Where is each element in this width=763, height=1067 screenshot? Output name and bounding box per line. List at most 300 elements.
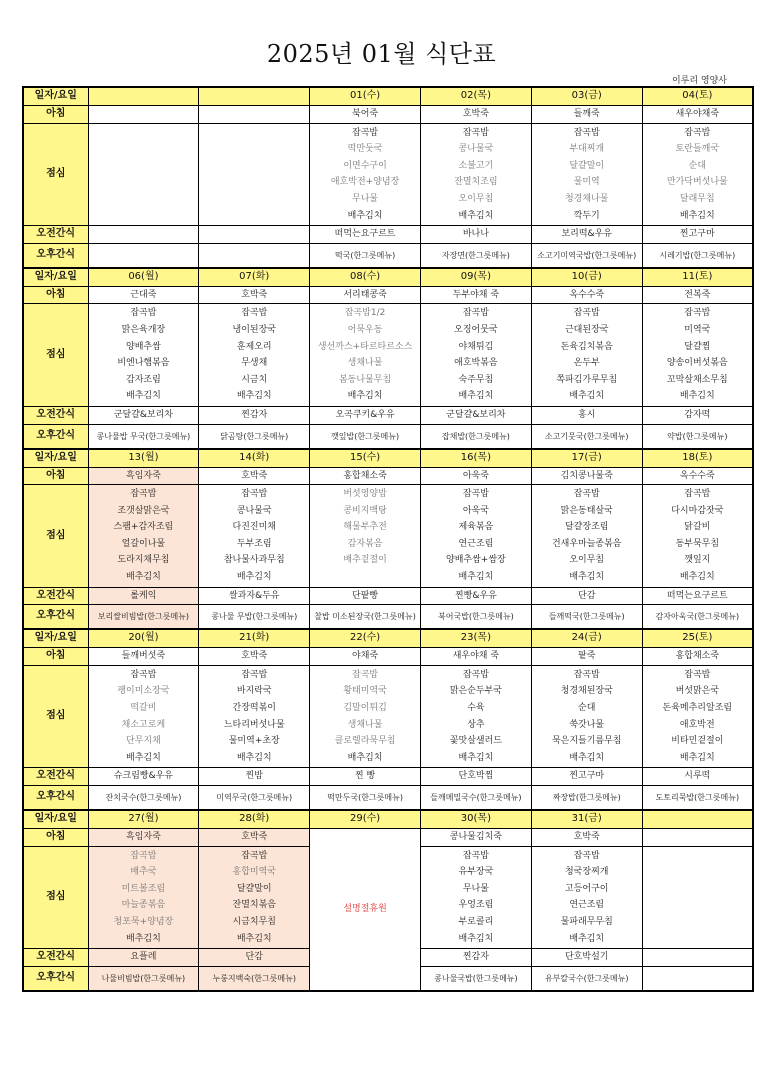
lunch-item: 버섯맑은국: [675, 686, 720, 697]
lunch-item: 배추김치: [569, 391, 605, 402]
day-header: 03(금): [531, 87, 642, 106]
lunch-item: 연근조림: [458, 538, 494, 549]
lunch-item: 비엔나햄볶음: [117, 358, 170, 369]
lunch-item: 잡곡밥: [241, 308, 268, 319]
pm-snack-cell: 나물비빔밥(한그릇메뉴): [88, 966, 199, 991]
lunch-item: 다시마감잣국: [671, 505, 724, 516]
am-snack-cell: 단호박설기: [531, 949, 642, 967]
am-snack-cell: 요플레: [88, 949, 199, 967]
day-header: 08(수): [310, 268, 421, 287]
am-snack-cell: 롤케익: [88, 587, 199, 605]
lunch-item: [89, 208, 199, 225]
lunch-item: 채소고로케: [121, 719, 166, 730]
lunch-cell: [199, 304, 310, 407]
day-header: 01(수): [310, 87, 421, 106]
pm-snack-cell: 북어국밥(한그릇메뉴): [420, 605, 531, 630]
lunch-item: 어묵우동: [347, 324, 383, 335]
lunch-cell: [642, 123, 753, 226]
lunch-cell: [420, 846, 531, 949]
lunch-item: 배추김치: [458, 572, 494, 583]
lunch-item: 건새우마늘종볶음: [551, 538, 622, 549]
lunch-cell: [88, 485, 199, 588]
lunch-item: 잡곡밥: [573, 127, 600, 138]
lunch-item: 잡곡밥: [573, 850, 600, 861]
pm-snack-cell: [642, 966, 753, 991]
lunch-item: 양배추쌈: [126, 341, 161, 352]
lunch-item: 동부묵무침: [675, 538, 720, 549]
day-header: 31(금): [531, 810, 642, 829]
breakfast-cell: 호박죽: [199, 648, 310, 666]
pm-snack-cell: 누룽지백숙(한그릇메뉴): [199, 966, 310, 991]
lunch-item: 잡곡밥: [684, 489, 711, 500]
day-header: 24(금): [531, 629, 642, 648]
am-snack-cell: 찐밤: [199, 768, 310, 786]
pm-snack-cell: 찰밥 미소된장국(한그릇메뉴): [310, 605, 421, 630]
lunch-item: 배추김치: [236, 933, 272, 944]
lunch-item: 야채튀김: [458, 341, 494, 352]
lunch-cell: [420, 304, 531, 407]
lunch-item: 잔멸치조림: [454, 177, 498, 188]
day-header: 23(목): [420, 629, 531, 648]
breakfast-cell: [88, 106, 199, 124]
breakfast-label: 아침: [23, 467, 88, 485]
lunch-item: 잡곡밥: [573, 308, 600, 319]
lunch-cell: [420, 123, 531, 226]
lunch-cell: [88, 123, 199, 226]
lunch-item: [643, 897, 752, 914]
breakfast-cell: 콩나물김치죽: [420, 829, 531, 847]
lunch-item: 배추김치: [126, 752, 161, 763]
pm-snack-cell: 깻잎밥(한그릇메뉴): [310, 424, 421, 449]
lunch-item: 애호박전+양념장: [330, 177, 400, 188]
day-header: 14(화): [199, 449, 310, 468]
lunch-item: 순대: [578, 703, 596, 714]
pm-snack-cell: [199, 243, 310, 268]
lunch-item: 배추김치: [569, 752, 605, 763]
lunch-item: 배추김치: [569, 572, 605, 583]
breakfast-row: [23, 829, 753, 847]
lunch-item: 닭갈비: [684, 522, 711, 533]
lunch-item: 콩나물국: [236, 505, 272, 516]
am-snack-cell: 단감: [199, 949, 310, 967]
breakfast-cell: 새우야채죽: [642, 106, 753, 124]
am-snack-cell: 오곡쿠키&우유: [310, 406, 421, 424]
lunch-row: [23, 304, 753, 407]
lunch-item: 배추김치: [679, 752, 715, 763]
lunch-item: 제육볶음: [458, 522, 494, 533]
lunch-cell: [531, 485, 642, 588]
day-header: 28(화): [199, 810, 310, 829]
lunch-item: 배추김치: [458, 933, 494, 944]
lunch-item: 꽃맛살샐러드: [449, 736, 502, 747]
breakfast-label: 아침: [23, 648, 88, 666]
lunch-item: 청경채나물: [564, 193, 609, 204]
date-label: 일자/요일: [23, 629, 88, 648]
lunch-item: 떡갈비: [130, 703, 157, 714]
date-row: [23, 810, 753, 829]
date-label: 일자/요일: [23, 268, 88, 287]
day-header: 15(수): [310, 449, 421, 468]
lunch-item: [89, 174, 199, 191]
lunch-item: 묵은지들기름무침: [551, 736, 622, 747]
lunch-item: 오이무침: [458, 193, 494, 204]
lunch-item: 깍두기: [573, 210, 600, 221]
lunch-cell: [199, 485, 310, 588]
lunch-item: 달래무침: [679, 193, 715, 204]
day-header: 25(토): [642, 629, 753, 648]
date-label: 일자/요일: [23, 810, 88, 829]
lunch-item: 도라지채무침: [117, 555, 170, 566]
lunch-item: 양송이버섯볶음: [666, 358, 728, 369]
breakfast-cell: 들깨죽: [531, 106, 642, 124]
lunch-item: 잡곡밥: [684, 669, 711, 680]
pm-snack-label: 오후간식: [23, 786, 88, 811]
pm-snack-cell: 유부칼국수(한그릇메뉴): [531, 966, 642, 991]
lunch-item: 두부조림: [236, 538, 272, 549]
lunch-item: 꼬막살채소무침: [666, 374, 728, 385]
lunch-item: 생채나물: [347, 358, 383, 369]
lunch-item: 잡곡밥: [684, 308, 711, 319]
day-header: [199, 87, 310, 106]
lunch-item: 잡곡밥: [130, 308, 157, 319]
lunch-item: 잡곡밥: [684, 127, 711, 138]
date-row: [23, 87, 753, 106]
pm-snack-cell: 시레기밥(한그릇메뉴): [642, 243, 753, 268]
lunch-item: 무생채: [241, 358, 268, 369]
lunch-item: 콩나물국: [458, 144, 494, 155]
am-snack-cell: 찐감자: [199, 406, 310, 424]
lunch-item: 생선까스+타르타르소스: [317, 341, 413, 352]
lunch-item: 수육: [467, 703, 485, 714]
lunch-item: 배추김치: [236, 572, 272, 583]
lunch-item: 맑은육개장: [121, 324, 166, 335]
pm-snack-label: 오후간식: [23, 966, 88, 991]
lunch-item: 이면수구이: [343, 160, 387, 171]
lunch-item: 무나물: [462, 883, 489, 894]
lunch-item: [643, 881, 752, 898]
pm-snack-cell: 짜장밥(한그릇메뉴): [531, 786, 642, 811]
lunch-item: 잡곡밥: [462, 850, 489, 861]
breakfast-row: [23, 648, 753, 666]
lunch-cell: [88, 846, 199, 949]
pm-snack-row: [23, 424, 753, 449]
lunch-item: 간장떡볶이: [232, 703, 276, 714]
breakfast-cell: 호박죽: [420, 106, 531, 124]
lunch-item: 배추김치: [126, 933, 161, 944]
lunch-label: 점심: [23, 123, 88, 226]
am-snack-row: [23, 768, 753, 786]
lunch-cell: [199, 665, 310, 768]
lunch-item: 토란들깨국: [675, 144, 720, 155]
am-snack-cell: 감자떡: [642, 406, 753, 424]
breakfast-cell: 전복죽: [642, 286, 753, 304]
lunch-item: 배추김치: [679, 210, 715, 221]
lunch-item: [199, 174, 309, 191]
lunch-item: 다진진미채: [232, 522, 276, 533]
lunch-item: [89, 158, 199, 175]
lunch-item: 배추국: [130, 867, 157, 878]
lunch-item: 배추겉절이: [343, 555, 387, 566]
lunch-cell: [531, 123, 642, 226]
lunch-cell: [310, 665, 421, 768]
lunch-cell: [531, 304, 642, 407]
day-header: 20(월): [88, 629, 199, 648]
lunch-item: 배추김치: [458, 752, 494, 763]
lunch-cell: [642, 304, 753, 407]
lunch-item: 배추김치: [347, 210, 383, 221]
lunch-item: 잡곡밥: [573, 489, 600, 500]
pm-snack-cell: 약밥(한그릇메뉴): [642, 424, 753, 449]
breakfast-cell: [199, 106, 310, 124]
am-snack-label: 오전간식: [23, 226, 88, 244]
breakfast-cell: 들깨버섯죽: [88, 648, 199, 666]
lunch-item: 만가닥버섯나물: [666, 177, 728, 188]
lunch-item: 떡만둣국: [347, 144, 383, 155]
lunch-item: 배추김치: [347, 752, 383, 763]
lunch-row: [23, 123, 753, 226]
date-row: [23, 629, 753, 648]
breakfast-cell: 야채죽: [310, 648, 421, 666]
day-header: 18(토): [642, 449, 753, 468]
am-snack-cell: 찐 빵: [310, 768, 421, 786]
lunch-item: 냉이된장국: [232, 324, 276, 335]
day-header: 17(금): [531, 449, 642, 468]
am-snack-cell: 떠먹는요구르트: [642, 587, 753, 605]
lunch-item: 잡곡밥: [462, 669, 489, 680]
pm-snack-cell: 잡채밥(한그릇메뉴): [420, 424, 531, 449]
pm-snack-label: 오후간식: [23, 243, 88, 268]
am-snack-cell: 단호박찜: [420, 768, 531, 786]
am-snack-cell: [88, 226, 199, 244]
lunch-item: 물미역: [573, 177, 600, 188]
lunch-item: [199, 125, 309, 142]
lunch-item: 배추김치: [679, 572, 715, 583]
holiday-cell: 설명절휴원: [310, 829, 421, 991]
lunch-item: [199, 191, 309, 208]
lunch-item: 미역국: [684, 324, 711, 335]
lunch-label: 점심: [23, 485, 88, 588]
lunch-item: 양배추쌈+쌈장: [446, 555, 506, 566]
breakfast-cell: [642, 829, 753, 847]
lunch-item: 달걀찜: [684, 341, 711, 352]
lunch-item: [199, 208, 309, 225]
am-snack-cell: 단감: [531, 587, 642, 605]
breakfast-cell: 홍합채소죽: [642, 648, 753, 666]
am-snack-row: [23, 226, 753, 244]
breakfast-label: 아침: [23, 286, 88, 304]
lunch-item: 마늘종볶음: [121, 900, 166, 911]
pm-snack-cell: 미역무국(한그릇메뉴): [199, 786, 310, 811]
pm-snack-cell: 소고기미역국밥(한그릇메뉴): [531, 243, 642, 268]
date-label: 일자/요일: [23, 449, 88, 468]
am-snack-row: [23, 587, 753, 605]
am-snack-cell: 찐고구마: [642, 226, 753, 244]
lunch-item: 배추김치: [458, 210, 494, 221]
breakfast-cell: 근대죽: [88, 286, 199, 304]
lunch-item: 배추김치: [126, 391, 161, 402]
breakfast-row: [23, 106, 753, 124]
lunch-item: 근대된장국: [564, 324, 609, 335]
lunch-item: 감자볶음: [347, 538, 383, 549]
am-snack-cell: 슈크림빵&우유: [88, 768, 199, 786]
breakfast-cell: 홍합채소죽: [310, 467, 421, 485]
lunch-item: 숙주무침: [458, 374, 494, 385]
lunch-item: 버섯영양밥: [343, 489, 387, 500]
lunch-label: 점심: [23, 846, 88, 949]
breakfast-cell: 아욱죽: [420, 467, 531, 485]
breakfast-label: 아침: [23, 106, 88, 124]
lunch-item: [643, 848, 752, 865]
lunch-item: 연근조림: [569, 900, 605, 911]
lunch-item: 봄동나물무침: [338, 374, 392, 385]
lunch-item: 배추김치: [236, 752, 272, 763]
lunch-item: 잡곡밥: [573, 669, 600, 680]
breakfast-cell: 두부야채 죽: [420, 286, 531, 304]
lunch-item: 물파래무무침: [560, 916, 613, 927]
pm-snack-cell: 떡만두국(한그릇메뉴): [310, 786, 421, 811]
lunch-item: 해물부추전: [343, 522, 387, 533]
day-header: 07(화): [199, 268, 310, 287]
lunch-item: 배추김치: [347, 391, 383, 402]
lunch-item: 바지락국: [236, 686, 272, 697]
lunch-item: [199, 141, 309, 158]
lunch-item: 배추김치: [126, 572, 161, 583]
lunch-item: 시금치: [241, 374, 268, 385]
breakfast-cell: 호박죽: [531, 829, 642, 847]
am-snack-cell: 쌀과자&두유: [199, 587, 310, 605]
lunch-item: 콩비지백탕: [343, 505, 387, 516]
lunch-item: 잡곡밥: [130, 669, 157, 680]
lunch-item: 잡곡밥1/2: [344, 308, 386, 319]
lunch-item: 순대: [688, 160, 707, 171]
date-row: [23, 268, 753, 287]
lunch-item: 배추김치: [236, 391, 272, 402]
breakfast-cell: 흑임자죽: [88, 467, 199, 485]
nutritionist-name: 이루리 영양사: [671, 76, 727, 86]
am-snack-cell: 찐감자: [420, 949, 531, 967]
pm-snack-cell: 떡국(한그릇메뉴): [310, 243, 421, 268]
lunch-label: 점심: [23, 665, 88, 768]
lunch-item: 잡곡밥: [352, 669, 379, 680]
lunch-item: [89, 141, 199, 158]
lunch-item: 잡곡밥: [462, 127, 489, 138]
lunch-item: 훈제오리: [236, 341, 272, 352]
am-snack-cell: 시루떡: [642, 768, 753, 786]
lunch-item: 우엉조림: [458, 900, 494, 911]
breakfast-row: [23, 467, 753, 485]
day-header: [642, 810, 753, 829]
breakfast-cell: 김치콩나물죽: [531, 467, 642, 485]
pm-snack-label: 오후간식: [23, 605, 88, 630]
lunch-item: 오징어뭇국: [454, 324, 498, 335]
lunch-item: [643, 914, 752, 931]
lunch-item: 잡곡밥: [241, 489, 268, 500]
lunch-cell: [642, 846, 753, 949]
lunch-item: 팽이미소장국: [117, 686, 170, 697]
pm-snack-cell: 콩나물밥 무국(한그릇메뉴): [88, 424, 199, 449]
lunch-cell: [88, 665, 199, 768]
lunch-item: 감자조림: [126, 374, 161, 385]
am-snack-row: [23, 406, 753, 424]
date-row: [23, 449, 753, 468]
lunch-item: 애호박볶음: [454, 358, 498, 369]
lunch-item: 애호박전: [679, 719, 715, 730]
lunch-item: [89, 125, 199, 142]
lunch-item: 쪽파김가루무침: [556, 374, 618, 385]
lunch-cell: [642, 485, 753, 588]
lunch-item: 잡곡밥: [241, 669, 268, 680]
lunch-item: 잡곡밥: [241, 850, 268, 861]
lunch-item: 잡곡밥: [130, 489, 157, 500]
day-header: 06(월): [88, 268, 199, 287]
lunch-cell: [199, 846, 310, 949]
breakfast-label: 아침: [23, 829, 88, 847]
pm-snack-cell: 콩나물국밥(한그릇메뉴): [420, 966, 531, 991]
pm-snack-cell: 들깨메밀국수(한그릇메뉴): [420, 786, 531, 811]
pm-snack-cell: 잔치국수(한그릇메뉴): [88, 786, 199, 811]
lunch-item: 스팸+감자조림: [113, 522, 174, 533]
am-snack-cell: 군달걀&보리차: [88, 406, 199, 424]
day-header: 21(화): [199, 629, 310, 648]
lunch-row: [23, 665, 753, 768]
lunch-item: 잔멸치볶음: [232, 900, 276, 911]
lunch-item: 맑은동태살국: [560, 505, 613, 516]
pm-snack-cell: 보리쌀비빔밥(한그릇메뉴): [88, 605, 199, 630]
lunch-item: 쑥갓나물: [569, 719, 605, 730]
pm-snack-cell: 감자아욱국(한그릇메뉴): [642, 605, 753, 630]
pm-snack-cell: 자장면(한그릇메뉴): [420, 243, 531, 268]
day-header: 16(목): [420, 449, 531, 468]
lunch-cell: [310, 123, 421, 226]
lunch-item: 청경채된장국: [560, 686, 613, 697]
lunch-item: 잡곡밥: [462, 308, 489, 319]
lunch-item: 청포묵+양념장: [113, 916, 174, 927]
lunch-cell: [420, 665, 531, 768]
breakfast-cell: 흑임자죽: [88, 829, 199, 847]
breakfast-row: [23, 286, 753, 304]
lunch-item: 부로콜리: [458, 916, 494, 927]
lunch-item: [199, 158, 309, 175]
lunch-item: 참나물사과무침: [223, 555, 285, 566]
lunch-item: 고등어구이: [564, 883, 609, 894]
am-snack-label: 오전간식: [23, 406, 88, 424]
lunch-item: 잡곡밥: [462, 489, 489, 500]
breakfast-cell: 옥수수죽: [531, 286, 642, 304]
lunch-item: 깻잎지: [684, 555, 711, 566]
day-header: 11(토): [642, 268, 753, 287]
lunch-item: [643, 931, 752, 948]
lunch-item: 단무지채: [126, 736, 161, 747]
lunch-item: 황태미역국: [343, 686, 387, 697]
lunch-item: 소불고기: [458, 160, 494, 171]
lunch-cell: [199, 123, 310, 226]
lunch-item: 클로렐라묵무침: [334, 736, 396, 747]
day-header: 04(토): [642, 87, 753, 106]
breakfast-cell: 호박죽: [199, 467, 310, 485]
lunch-item: 미트볼조림: [121, 883, 166, 894]
am-snack-cell: 보리떡&우유: [531, 226, 642, 244]
pm-snack-cell: 소고기뭇국(한그릇메뉴): [531, 424, 642, 449]
lunch-item: 배추김치: [679, 391, 715, 402]
lunch-item: [310, 569, 420, 586]
am-snack-cell: 홍시: [531, 406, 642, 424]
day-header: 29(수): [310, 810, 421, 829]
day-header: 10(금): [531, 268, 642, 287]
pm-snack-row: [23, 786, 753, 811]
am-snack-label: 오전간식: [23, 768, 88, 786]
pm-snack-row: [23, 605, 753, 630]
lunch-label: 점심: [23, 304, 88, 407]
